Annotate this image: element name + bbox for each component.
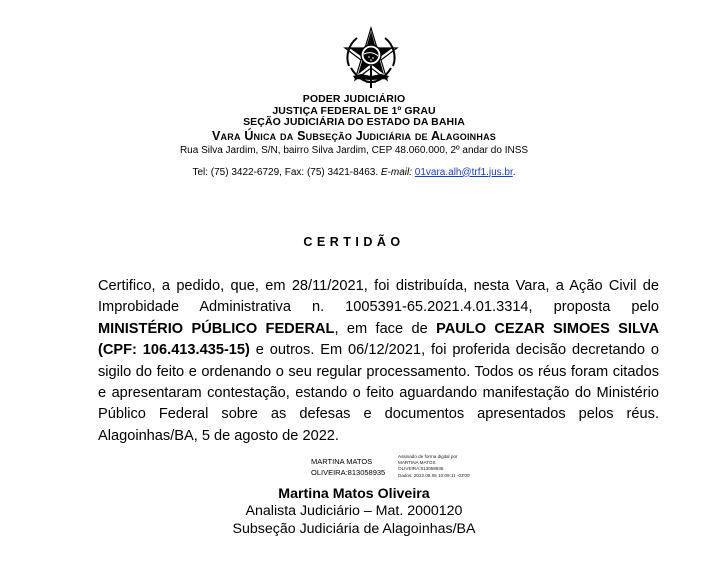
digital-signature-meta-line3: OLIVEIRA:813058935 bbox=[398, 466, 444, 472]
digital-signature-name bbox=[311, 456, 401, 478]
body-text-2: , em face de bbox=[334, 320, 437, 337]
signer-unit: Subseção Judiciária de Alagoinhas/BA bbox=[232, 520, 476, 537]
signer-name: Martina Matos Oliveira bbox=[278, 486, 430, 502]
digital-signature-name-line1: MARTINA MATOS bbox=[311, 457, 373, 466]
header-line-federal-justice: JUSTIÇA FEDERAL DE 1º GRAU bbox=[272, 104, 436, 117]
header-line-judicial-section: SEÇÃO JUDICIÁRIA DO ESTADO DA BAHIA bbox=[243, 116, 465, 128]
digital-signature-meta-line4: Dados: 2022.08.05 10:09:11 -03'00' bbox=[398, 472, 471, 478]
header-contact: Tel: (75) 3422-6729, Fax: (75) 3421-8463. E-mail: 01vara.alh@trf1.jus.br. bbox=[192, 166, 516, 178]
digital-signature-meta bbox=[398, 454, 488, 479]
certificate-body bbox=[98, 276, 659, 447]
header-email-suffix: . bbox=[512, 166, 516, 178]
header-line-judiciary: PODER JUDICIÁRIO bbox=[302, 93, 406, 105]
header-phones: Tel: (75) 3422-6729, Fax: (75) 3421-8463. bbox=[192, 166, 379, 178]
brazil-coat-of-arms-icon bbox=[339, 26, 403, 90]
body-text-1: Certifico, a pedido, que, em 28/11/2021, foi distribuída, nesta Vara, a Ação Civil de Improbidade Administrativa n. 1005391-65.2021.4.01.3314, proposta pelo bbox=[98, 278, 659, 316]
digital-signature-meta-line2: MARTINA MATOS bbox=[398, 460, 436, 466]
header-line-court-unit: Vara Única da Subseção Judiciária de Alagoinhas bbox=[212, 128, 496, 143]
header-email-link[interactable]: 01vara.alh@trf1.jus.br bbox=[414, 166, 513, 178]
document-title: CERTIDÃO bbox=[303, 235, 405, 249]
header-address: Rua Silva Jardim, S/N, bairro Silva Jardim, CEP 48.060.000, 2º andar do INSS bbox=[179, 144, 529, 156]
signer-role: Analista Judiciário – Mat. 2000120 bbox=[245, 503, 463, 519]
body-party-plaintiff: MINISTÉRIO PÚBLICO FEDERAL bbox=[98, 320, 335, 337]
digital-signature-name-line2: OLIVEIRA:813058935 bbox=[311, 468, 386, 477]
court-header bbox=[0, 94, 708, 179]
body-party-defendant: PAULO CEZAR SIMOES SILVA (CPF: 106.413.435-15) bbox=[98, 320, 659, 359]
signer-block bbox=[0, 486, 708, 538]
digital-signature-meta-line1: Assinado de forma digital por bbox=[398, 454, 458, 459]
body-text-3: e outros. Em 06/12/2021, foi proferida decisão decretando o sigilo do feito e ordenando o seu regular processamento. Todos os réus foram citados e apresentaram contestação, estando o feito aguardando manifestação do Ministério Público Federal sobre as defesas e documentos apresentados pelos réus. Alagoinhas/BA, 5 de agosto de 2022. bbox=[98, 342, 659, 444]
header-email-label: E-mail bbox=[380, 166, 410, 178]
